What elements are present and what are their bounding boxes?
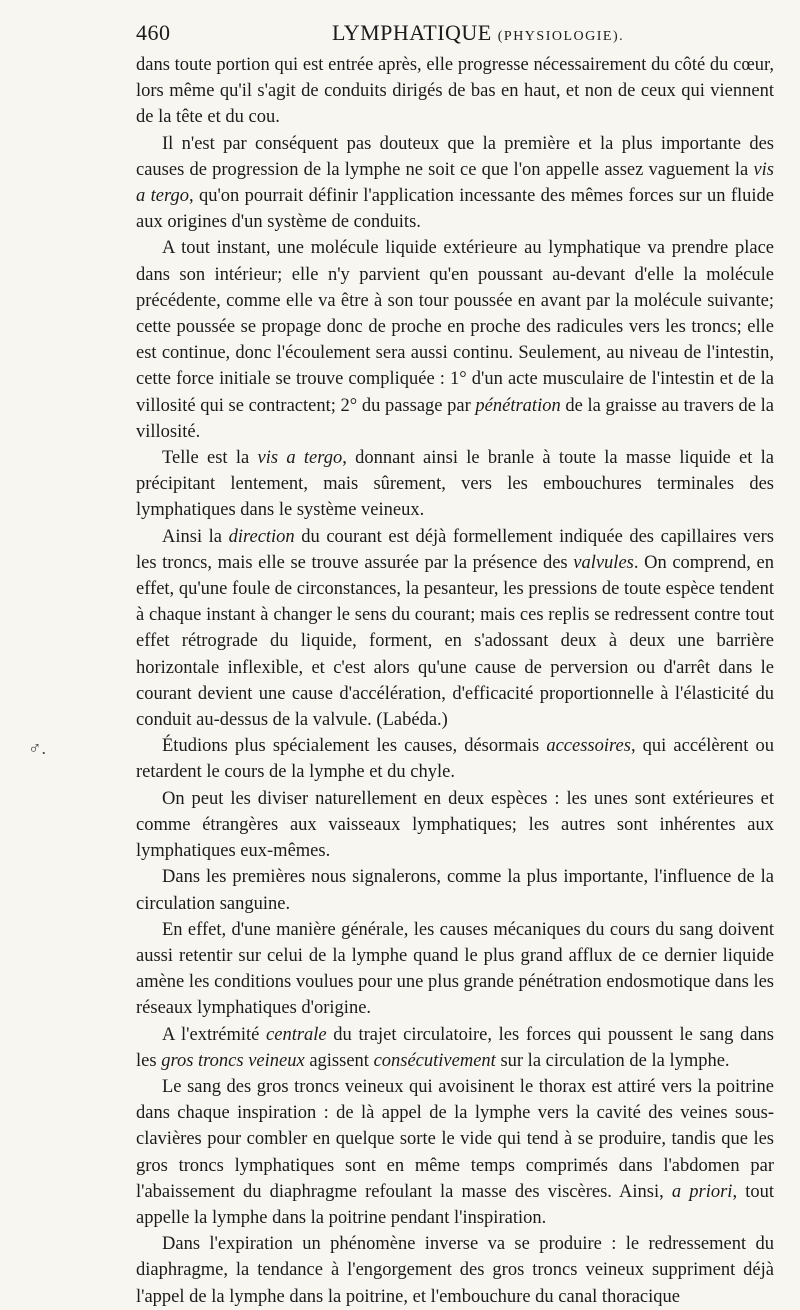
text-run: Le sang des gros troncs veineux qui avoisinent le thorax est attiré vers la poitrine dans chaque inspiration : de là appel de la lymphe vers la cavité des veines sous-clavières pour combler en quelque sorte le vide qui tend à se produire, tandis que les gros troncs lymphatiques sont en même temps comprimés dans l'abdomen par l'abaissement du diaphragme refoulant la masse des viscères. Ainsi, <box>136 1076 774 1202</box>
italic-text: valvules <box>573 552 634 573</box>
text-run: Il n'est par conséquent pas douteux que la première et la plus importante des causes de progression de la lymphe ne soit ce que l'on appelle assez vaguement la <box>136 133 774 180</box>
text-run: , donnant ainsi le branle à toute la masse liquide et la précipitant lentement, mais sûrement, vers les embouchures terminales des lymphatiques dans le système veineux. <box>136 448 774 521</box>
paragraph <box>136 52 774 131</box>
italic-text: consécutivement <box>373 1050 496 1071</box>
paragraph <box>136 131 774 236</box>
text-run: Dans l'expiration un phénomène inverse va se produire : le redressement du diaphragme, la tendance à l'engorgement des gros troncs veineux suppriment déjà l'appel de la lymphe dans la poitrine, et l'embouchure du canal thoracique <box>136 1234 774 1307</box>
text-run: dans toute portion qui est entrée après, elle progresse nécessairement du côté du cœur, lors même qu'il s'agit de conduits dirigés de bas en haut, et non de ceux qui viennent de la tête et du cou. <box>136 55 774 128</box>
text-run: du courant est déjà formellement indiquée des capillaires vers les troncs, mais elle se trouve assurée par la présence des <box>136 526 774 573</box>
italic-text: centrale <box>266 1024 327 1045</box>
text-run: , qui accélèrent ou retardent le cours de la lymphe et du chyle. <box>136 736 774 783</box>
running-subtitle: (PHYSIOLOGIE). <box>497 29 625 44</box>
text-run: Ainsi la <box>162 526 229 547</box>
paragraph <box>136 235 774 445</box>
text-run: Telle est la <box>162 448 258 469</box>
text-run: , qu'on pourrait définir l'application incessante des mêmes forces sur un fluide aux origines d'un système de conduits. <box>136 186 774 233</box>
page-header <box>136 20 776 50</box>
text-run: Dans les premières nous signalerons, comme la plus importante, l'influence de la circulation sanguine. <box>136 867 774 914</box>
italic-text: vis a tergo <box>136 159 774 207</box>
paragraph <box>136 445 774 524</box>
paragraph <box>136 733 774 785</box>
text-run: Étudions plus spécialement les causes, désormais <box>162 736 547 757</box>
text-run: A l'extrémité <box>162 1024 267 1045</box>
text-run: du trajet circulatoire, les forces qui poussent le sang dans les <box>136 1024 774 1071</box>
italic-text: direction <box>228 526 295 547</box>
text-run: , tout appelle la lymphe dans la poitrine pendant l'inspiration. <box>136 1181 774 1228</box>
text-run: agissent <box>304 1050 374 1071</box>
page-number: 460 <box>136 20 171 45</box>
running-title: LYMPHATIQUE <box>332 20 492 45</box>
text-run: . On comprend, en effet, qu'une foule de circonstances, la pesanteur, les pressions de toute espèce tendent à chaque instant à changer le sens du courant; mais ces replis se redressent contre tout effet rétrograde du liquide, forment, en s'adossant deux à deux une barrière horizontale inflexible, et c'est alors qu'une cause de perversion ou d'arrêt dans le courant devient une cause d'accélération, d'efficacité proportionnelle à l'élasticité du conduit au-dessus de la valvule. (Labéda.) <box>136 552 775 731</box>
paragraph <box>136 786 774 865</box>
italic-text: pénétration <box>475 395 561 416</box>
text-run: A tout instant, une molécule liquide extérieure au lymphatique va prendre place dans son intérieur; elle n'y parvient qu'en poussant au-devant d'elle la molécule précédente, comme elle va être à son tour poussée en avant par la molécule suivante; cette poussée se propage donc de proche en proche des radicules vers les troncs; elle est continue, donc l'écoulement sera aussi continu. Seulement, au niveau de l'intestin, cette force initiale se trouve compliquée : 1° d'un acte musculaire de l'intestin et de la villosité qui se contractent; 2° du passage par <box>136 238 774 416</box>
paragraph <box>136 1231 774 1310</box>
paragraph <box>136 1022 774 1074</box>
text-run: En effet, d'une manière générale, les causes mécaniques du cours du sang doivent aussi retentir sur celui de la lymphe quand le plus grand afflux de ce dernier liquide amène les conditions voulues pour une plus grande pénétration endosmotique dans les réseaux lymphatiques d'origine. <box>136 919 774 1019</box>
italic-text: gros troncs veineux <box>161 1050 305 1071</box>
italic-text: vis a tergo <box>257 448 343 469</box>
text-run: On peut les diviser naturellement en deux espèces : les unes sont extérieures et comme étrangères aux vaisseaux lymphatiques; les autres sont inhérentes aux lymphatiques eux-mêmes. <box>136 788 774 862</box>
italic-text: accessoires <box>546 736 631 757</box>
paragraph <box>136 864 774 916</box>
running-head <box>332 20 624 46</box>
paragraph <box>136 917 774 1022</box>
body-text <box>136 52 774 1310</box>
paragraph <box>136 1074 774 1231</box>
text-run: de la graisse au travers de la villosité. <box>136 395 775 442</box>
paragraph <box>136 524 774 734</box>
text-run: sur la circulation de la lymphe. <box>495 1050 730 1071</box>
italic-text: a priori <box>671 1181 733 1202</box>
margin-mark: ♂. <box>28 738 46 758</box>
